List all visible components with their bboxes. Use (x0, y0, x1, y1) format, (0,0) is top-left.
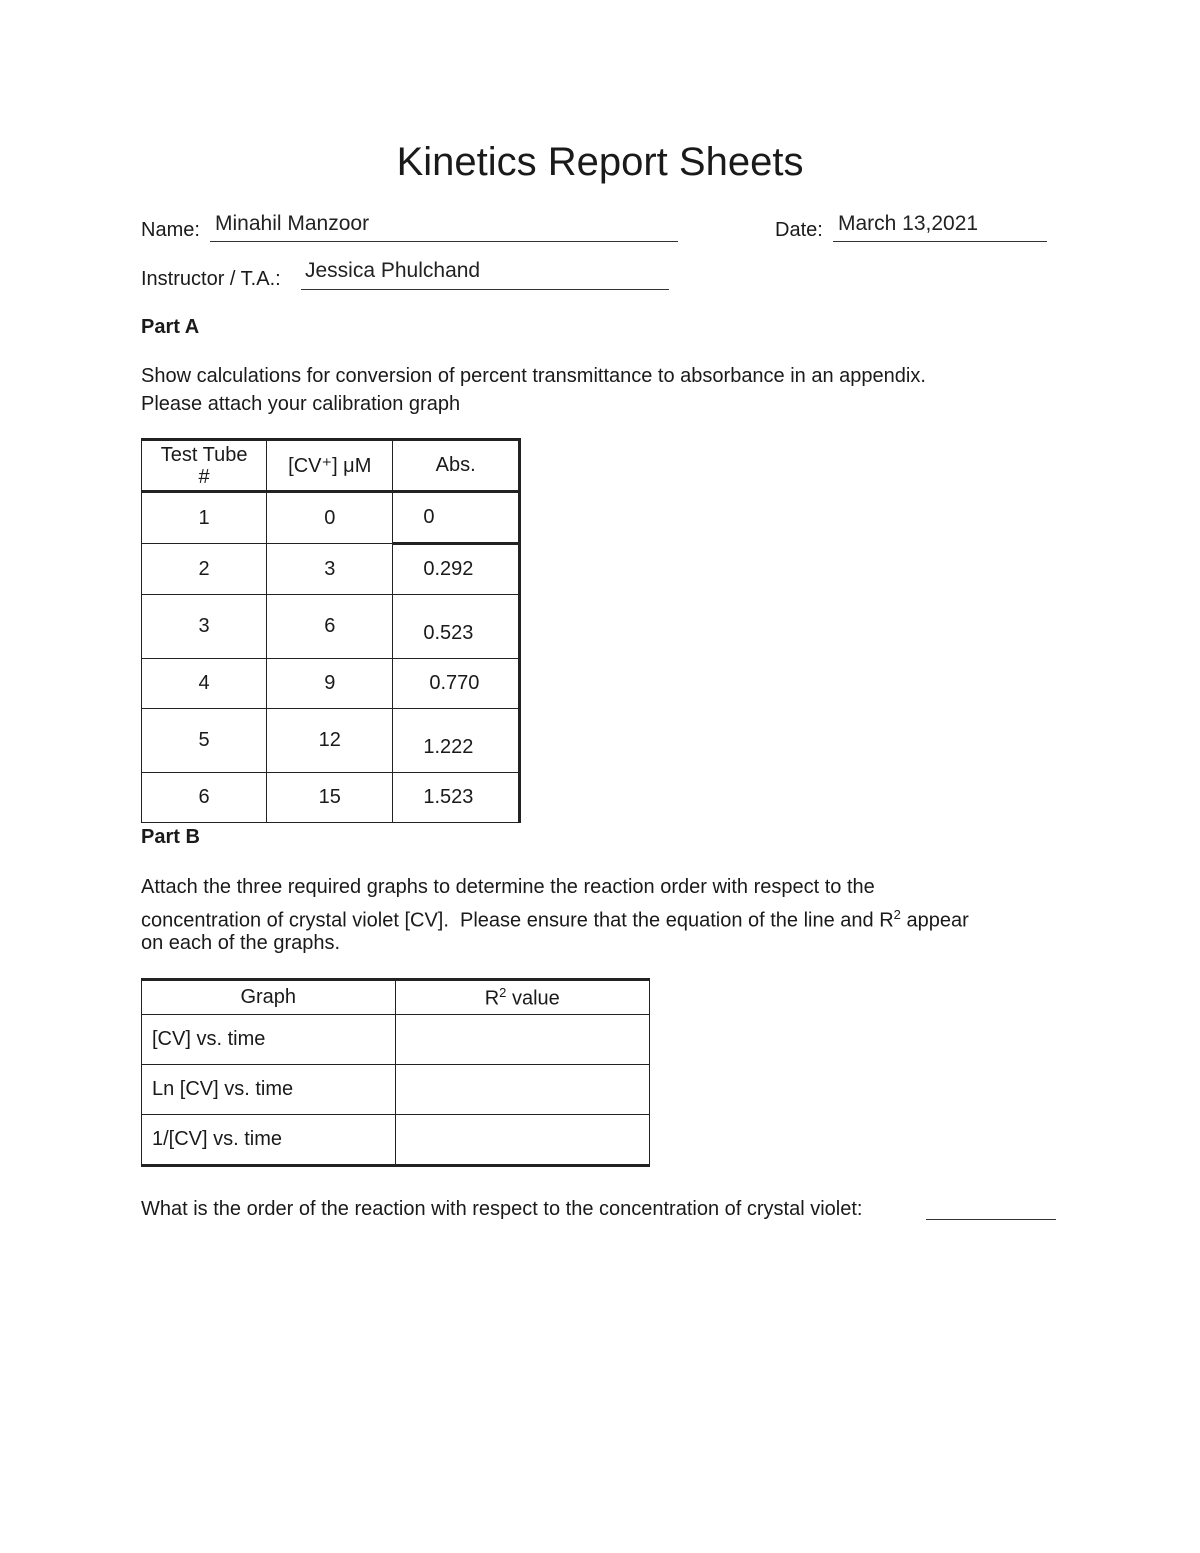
part-a-instruction-1: Show calculations for conversion of percent transmittance to absorbance in an appendix. (141, 365, 926, 387)
conc-cell: 6 (267, 595, 393, 659)
part-a-heading: Part A (141, 316, 200, 338)
table-row (142, 1015, 650, 1065)
tube-cell: 2 (142, 544, 267, 595)
table-row (142, 709, 520, 773)
graph-name-cell: 1/[CV] vs. time (142, 1115, 396, 1166)
order-answer-line (926, 1219, 1056, 1220)
instructor-field[interactable]: Jessica Phulchand (305, 259, 481, 282)
table-row (142, 492, 520, 544)
part-b-instruction-2-end: appear (900, 909, 969, 932)
tube-cell: 5 (142, 709, 267, 773)
instructor-line (301, 289, 669, 290)
part-b-heading: Part B (141, 826, 200, 848)
conc-cell: 12 (267, 709, 393, 773)
table-row (142, 659, 520, 709)
name-label: Name: (141, 219, 200, 241)
page-title: Kinetics Report Sheets (396, 140, 804, 184)
header-r-squared (395, 980, 649, 1015)
superscript-two: 2 (893, 907, 901, 922)
abs-cell[interactable]: 1.523 (393, 773, 520, 823)
tube-cell: 4 (142, 659, 267, 709)
conc-cell: 0 (267, 492, 393, 544)
graph-name-cell: [CV] vs. time (142, 1015, 396, 1065)
part-b-instruction-2-text: concentration of crystal violet [CV]. Please ensure that the equation of the line and R (141, 909, 894, 932)
header-value-word: value (506, 987, 560, 1010)
conc-cell: 3 (267, 544, 393, 595)
table-header-row (142, 980, 650, 1015)
header-test-tube (142, 440, 267, 492)
table-row (142, 1115, 650, 1166)
name-line (210, 241, 678, 242)
r-squared-input[interactable] (395, 1115, 649, 1166)
part-b-instruction-1: Attach the three required graphs to determine the reaction order with respect to the (141, 876, 875, 898)
table-row (142, 773, 520, 823)
part-a-instruction-2: Please attach your calibration graph (141, 393, 461, 415)
r-squared-input[interactable] (395, 1065, 649, 1115)
r-squared-table (141, 978, 650, 1167)
table-row (142, 595, 520, 659)
graph-name-cell: Ln [CV] vs. time (142, 1065, 396, 1115)
abs-cell[interactable]: 0.292 (393, 544, 520, 595)
date-label: Date: (775, 219, 823, 241)
conc-cell: 15 (267, 773, 393, 823)
date-line (833, 241, 1047, 242)
order-question: What is the order of the reaction with respect to the concentration of crystal violet: (141, 1198, 863, 1220)
header-graph: Graph (142, 980, 396, 1015)
part-b-instruction-3: on each of the graphs. (141, 932, 341, 954)
name-field[interactable]: Minahil Manzoor (215, 212, 370, 235)
table-row (142, 544, 520, 595)
tube-cell: 6 (142, 773, 267, 823)
instructor-label: Instructor / T.A.: (141, 268, 281, 290)
date-field[interactable]: March 13,2021 (838, 212, 979, 235)
abs-cell[interactable]: 0.523 (393, 595, 520, 659)
tube-cell: 3 (142, 595, 267, 659)
superscript-two: 2 (499, 984, 507, 1000)
tube-cell: 1 (142, 492, 267, 544)
abs-cell[interactable]: 1.222 (393, 709, 520, 773)
calibration-table (141, 438, 521, 823)
header-absorbance: Abs. (393, 440, 520, 492)
header-test-tube-line2: # (198, 465, 210, 488)
conc-cell: 9 (267, 659, 393, 709)
header-test-tube-line1: Test Tube (160, 443, 248, 466)
abs-cell[interactable]: 0 (393, 492, 520, 544)
header-concentration: [CV⁺] μM (267, 440, 393, 492)
header-r-letter: R (484, 987, 500, 1010)
table-header-row (142, 440, 520, 492)
abs-cell[interactable]: 0.770 (393, 659, 520, 709)
table-row (142, 1065, 650, 1115)
r-squared-input[interactable] (395, 1015, 649, 1065)
